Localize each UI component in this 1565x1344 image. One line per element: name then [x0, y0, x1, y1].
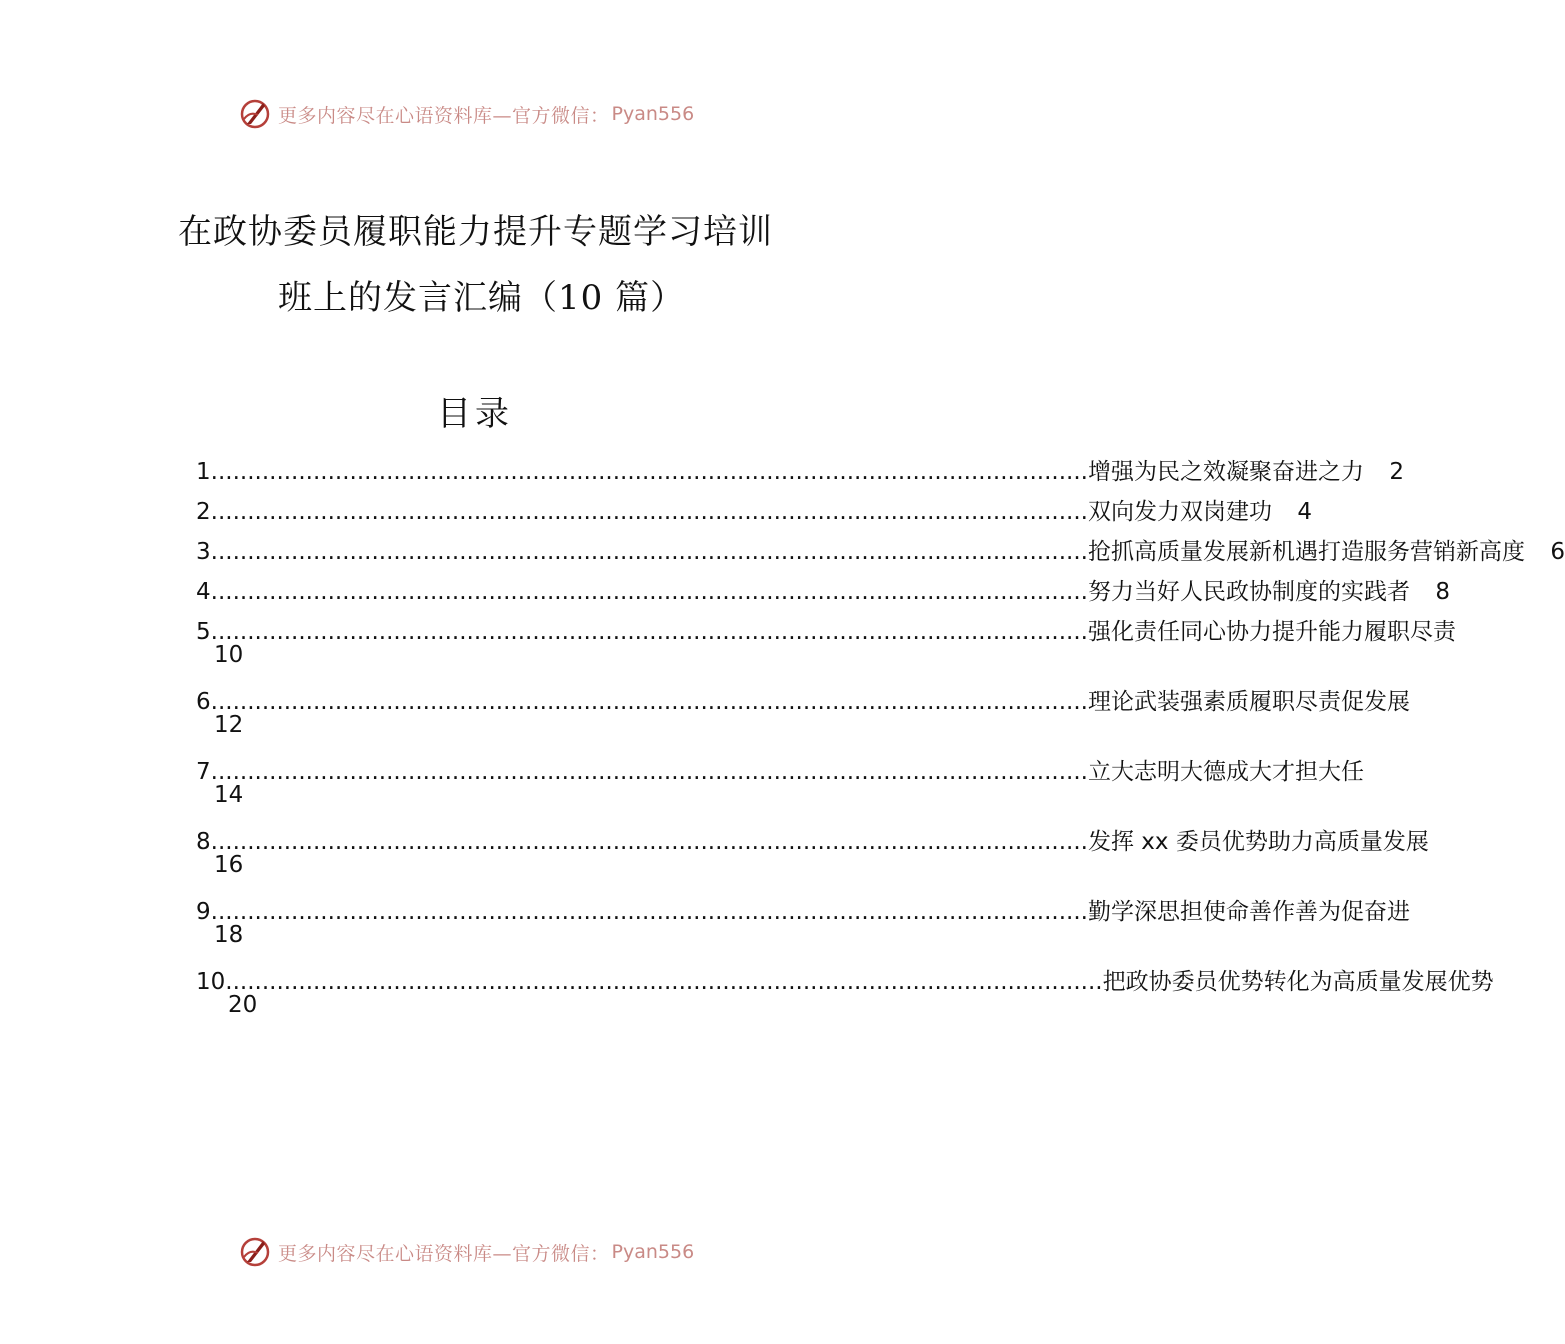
toc-entry-title: 双向发力双岗建功 — [1087, 499, 1272, 525]
toc-heading: 目录 — [437, 394, 513, 434]
toc-leader-dots: ........................................................................................................................ — [210, 499, 1088, 525]
toc-entry-title: 增强为民之效凝聚奋进之力 — [1087, 459, 1364, 485]
document-title-line-1: 在政协委员履职能力提升专题学习培训 — [178, 212, 773, 252]
toc-leader-dots: ........................................................................................................................ — [225, 969, 1103, 995]
watermark-account: Pyan556 — [611, 103, 695, 125]
toc-entry-number: 9 — [196, 899, 211, 925]
toc-entry-number: 3 — [196, 539, 211, 565]
toc-entry[interactable] — [196, 452, 1404, 492]
quill-seal-logo-icon — [238, 1235, 272, 1269]
toc-entry-page: 4 — [1297, 499, 1312, 525]
toc-leader-dots: ........................................................................................................................ — [210, 459, 1088, 485]
toc-leader-dots: ........................................................................................................................ — [210, 899, 1088, 925]
toc-entry-page: 2 — [1389, 459, 1404, 485]
toc-entry[interactable] — [196, 962, 1494, 1022]
toc-entry-title: 勤学深思担使命善作善为促奋进 — [1087, 899, 1410, 925]
toc-entry-page: 12 — [214, 712, 244, 738]
toc-entry[interactable] — [196, 752, 1364, 812]
table-of-contents — [196, 452, 1565, 1032]
quill-seal-logo-icon — [238, 97, 272, 131]
document-title-line-2: 班上的发言汇编（10 篇） — [278, 278, 686, 318]
toc-entry-title: 理论武装强素质履职尽责促发展 — [1087, 689, 1410, 715]
toc-entry-page: 18 — [214, 922, 244, 948]
toc-entry[interactable] — [196, 532, 1565, 572]
toc-leader-dots: ........................................................................................................................ — [210, 689, 1088, 715]
toc-entry[interactable] — [196, 572, 1450, 612]
toc-entry-number: 1 — [196, 459, 211, 485]
toc-entry-title: 立大志明大德成大才担大任 — [1087, 759, 1364, 785]
toc-entry[interactable] — [196, 492, 1312, 532]
toc-entry[interactable] — [196, 682, 1410, 742]
watermark-text: 更多内容尽在心语资料库—官方微信： — [278, 104, 610, 127]
toc-entry-number: 7 — [196, 759, 211, 785]
toc-entry[interactable] — [196, 892, 1410, 952]
toc-entry-number: 5 — [196, 619, 211, 645]
watermark-account: Pyan556 — [611, 1241, 695, 1263]
toc-leader-dots: ........................................................................................................................ — [210, 759, 1088, 785]
toc-entry-title: 强化责任同心协力提升能力履职尽责 — [1087, 619, 1456, 645]
watermark-footer — [238, 1234, 694, 1270]
toc-entry-page: 20 — [228, 992, 258, 1018]
toc-entry-page: 16 — [214, 852, 244, 878]
watermark-header — [238, 96, 694, 132]
toc-entry-title: 把政协委员优势转化为高质量发展优势 — [1102, 969, 1494, 995]
toc-entry-title: 发挥 xx 委员优势助力高质量发展 — [1087, 829, 1429, 855]
watermark-text: 更多内容尽在心语资料库—官方微信： — [278, 1242, 610, 1265]
toc-entry-title: 努力当好人民政协制度的实践者 — [1087, 579, 1410, 605]
toc-leader-dots: ........................................................................................................................ — [210, 539, 1088, 565]
toc-entry-number: 10 — [196, 969, 226, 995]
toc-entry[interactable] — [196, 612, 1456, 672]
toc-entry-number: 6 — [196, 689, 211, 715]
toc-leader-dots: ........................................................................................................................ — [210, 829, 1088, 855]
toc-entry-page: 8 — [1435, 579, 1450, 605]
toc-entry-number: 2 — [196, 499, 211, 525]
toc-entry[interactable] — [196, 822, 1429, 882]
toc-entry-number: 8 — [196, 829, 211, 855]
toc-entry-title: 抢抓高质量发展新机遇打造服务营销新高度 — [1087, 539, 1525, 565]
toc-entry-page: 10 — [214, 642, 244, 668]
toc-leader-dots: ........................................................................................................................ — [210, 619, 1088, 645]
toc-entry-page: 6 — [1550, 539, 1565, 565]
toc-entry-page: 14 — [214, 782, 244, 808]
toc-entry-number: 4 — [196, 579, 211, 605]
toc-leader-dots: ........................................................................................................................ — [210, 579, 1088, 605]
